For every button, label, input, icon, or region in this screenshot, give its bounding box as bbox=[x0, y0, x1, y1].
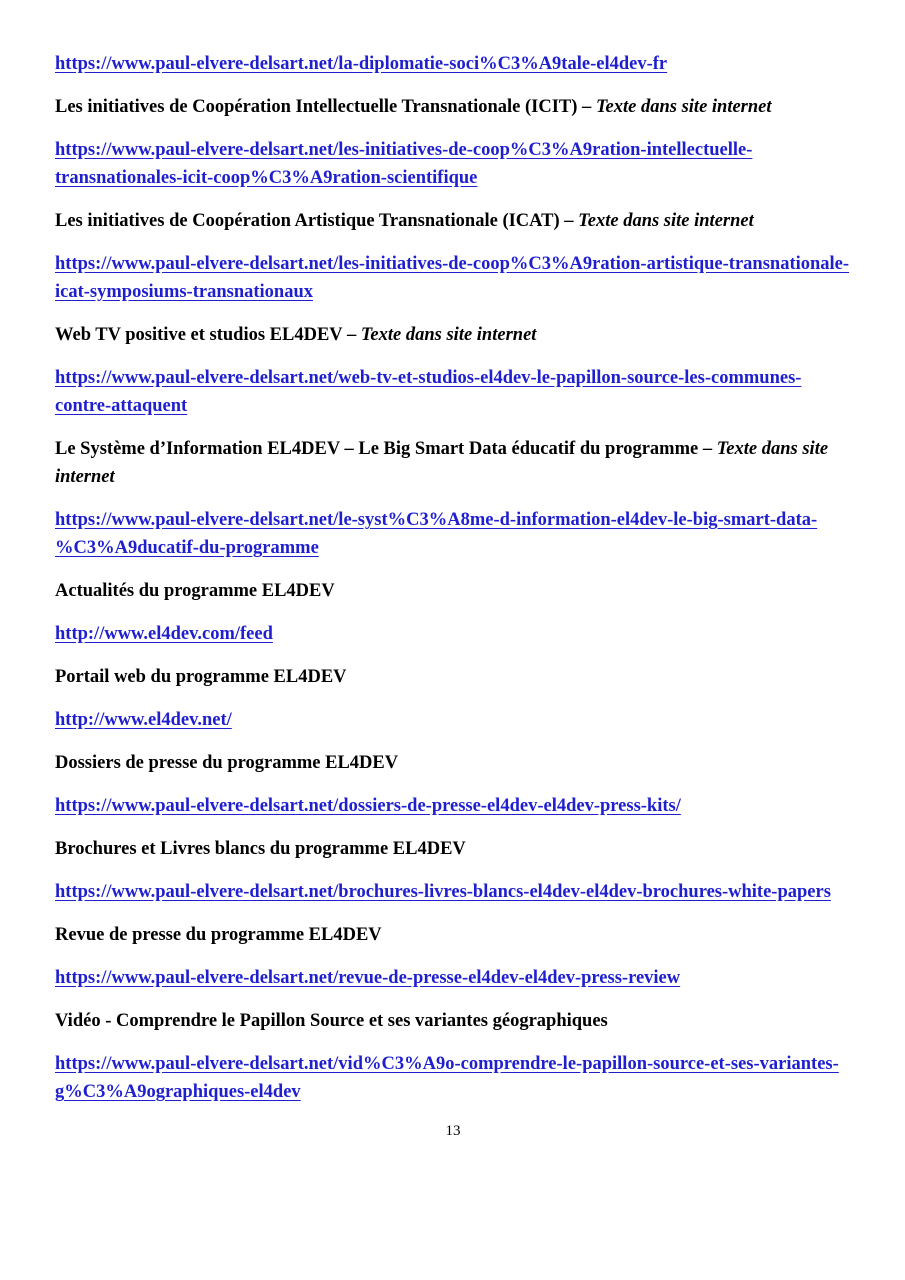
link-paragraph bbox=[55, 50, 851, 78]
hyperlink[interactable]: https://www.paul-elvere-delsart.net/les-initiatives-de-coop%C3%A9ration-intellectuelle-transnationales-icit-coop%C3%A9ration-scientifique bbox=[55, 140, 753, 188]
section-heading-text: Dossiers de presse du programme EL4DEV bbox=[55, 753, 399, 773]
section-heading bbox=[55, 321, 851, 349]
section-heading-text: Actualités du programme EL4DEV bbox=[55, 581, 335, 601]
link-paragraph bbox=[55, 792, 851, 820]
link-paragraph bbox=[55, 964, 851, 992]
hyperlink[interactable]: https://www.paul-elvere-delsart.net/la-diplomatie-soci%C3%A9tale-el4dev-fr bbox=[55, 54, 668, 74]
section-heading bbox=[55, 663, 851, 691]
hyperlink[interactable]: https://www.paul-elvere-delsart.net/dossiers-de-presse-el4dev-el4dev-press-kits/ bbox=[55, 796, 681, 816]
section-heading-text: Revue de presse du programme EL4DEV bbox=[55, 925, 382, 945]
link-paragraph bbox=[55, 620, 851, 648]
page-footer bbox=[55, 1121, 851, 1141]
section-heading-text: Vidéo - Comprendre le Papillon Source et ses variantes géographiques bbox=[55, 1011, 608, 1031]
hyperlink[interactable]: https://www.paul-elvere-delsart.net/les-initiatives-de-coop%C3%A9ration-artistique-transnationale-icat-symposiums-transnationaux bbox=[55, 254, 850, 302]
link-paragraph bbox=[55, 878, 851, 906]
page-number: 13 bbox=[445, 1123, 461, 1139]
hyperlink[interactable]: http://www.el4dev.com/feed bbox=[55, 624, 273, 644]
section-heading-text: Les initiatives de Coopération Intellectuelle Transnationale (ICIT) – bbox=[55, 97, 596, 117]
section-heading bbox=[55, 577, 851, 605]
section-heading-text: Le Système d’Information EL4DEV – Le Big Smart Data éducatif du programme – bbox=[55, 439, 717, 459]
link-paragraph bbox=[55, 364, 851, 420]
link-paragraph bbox=[55, 136, 851, 192]
section-heading-italic-note: Texte dans site internet bbox=[578, 211, 754, 231]
hyperlink[interactable]: http://www.el4dev.net/ bbox=[55, 710, 232, 730]
hyperlink[interactable]: https://www.paul-elvere-delsart.net/web-tv-et-studios-el4dev-le-papillon-source-les-communes-contre-attaquent bbox=[55, 368, 802, 416]
section-heading bbox=[55, 93, 851, 121]
section-heading bbox=[55, 749, 851, 777]
link-paragraph bbox=[55, 506, 851, 562]
section-heading-text: Brochures et Livres blancs du programme EL4DEV bbox=[55, 839, 466, 859]
section-heading-text: Portail web du programme EL4DEV bbox=[55, 667, 347, 687]
hyperlink[interactable]: https://www.paul-elvere-delsart.net/vid%C3%A9o-comprendre-le-papillon-source-et-ses-variantes-g%C3%A9ographiques-el4dev bbox=[55, 1054, 839, 1102]
section-heading bbox=[55, 921, 851, 949]
hyperlink[interactable]: https://www.paul-elvere-delsart.net/brochures-livres-blancs-el4dev-el4dev-brochures-white-papers bbox=[55, 882, 831, 902]
document-content bbox=[55, 50, 851, 1106]
hyperlink[interactable]: https://www.paul-elvere-delsart.net/revue-de-presse-el4dev-el4dev-press-review bbox=[55, 968, 681, 988]
link-paragraph bbox=[55, 706, 851, 734]
link-paragraph bbox=[55, 1050, 851, 1106]
section-heading bbox=[55, 835, 851, 863]
section-heading bbox=[55, 435, 851, 491]
section-heading-text: Web TV positive et studios EL4DEV – bbox=[55, 325, 361, 345]
link-paragraph bbox=[55, 250, 851, 306]
section-heading bbox=[55, 1007, 851, 1035]
section-heading-text: Les initiatives de Coopération Artistique Transnationale (ICAT) – bbox=[55, 211, 579, 231]
section-heading-italic-note: Texte dans site internet bbox=[360, 325, 537, 345]
hyperlink[interactable]: https://www.paul-elvere-delsart.net/le-syst%C3%A8me-d-information-el4dev-le-big-smart-data-%C3%A9ducatif-du-programme bbox=[55, 510, 818, 558]
section-heading bbox=[55, 207, 851, 235]
section-heading-italic-note: Texte dans site internet bbox=[595, 97, 772, 117]
section-heading-italic-note: Texte dans site internet bbox=[55, 439, 829, 487]
